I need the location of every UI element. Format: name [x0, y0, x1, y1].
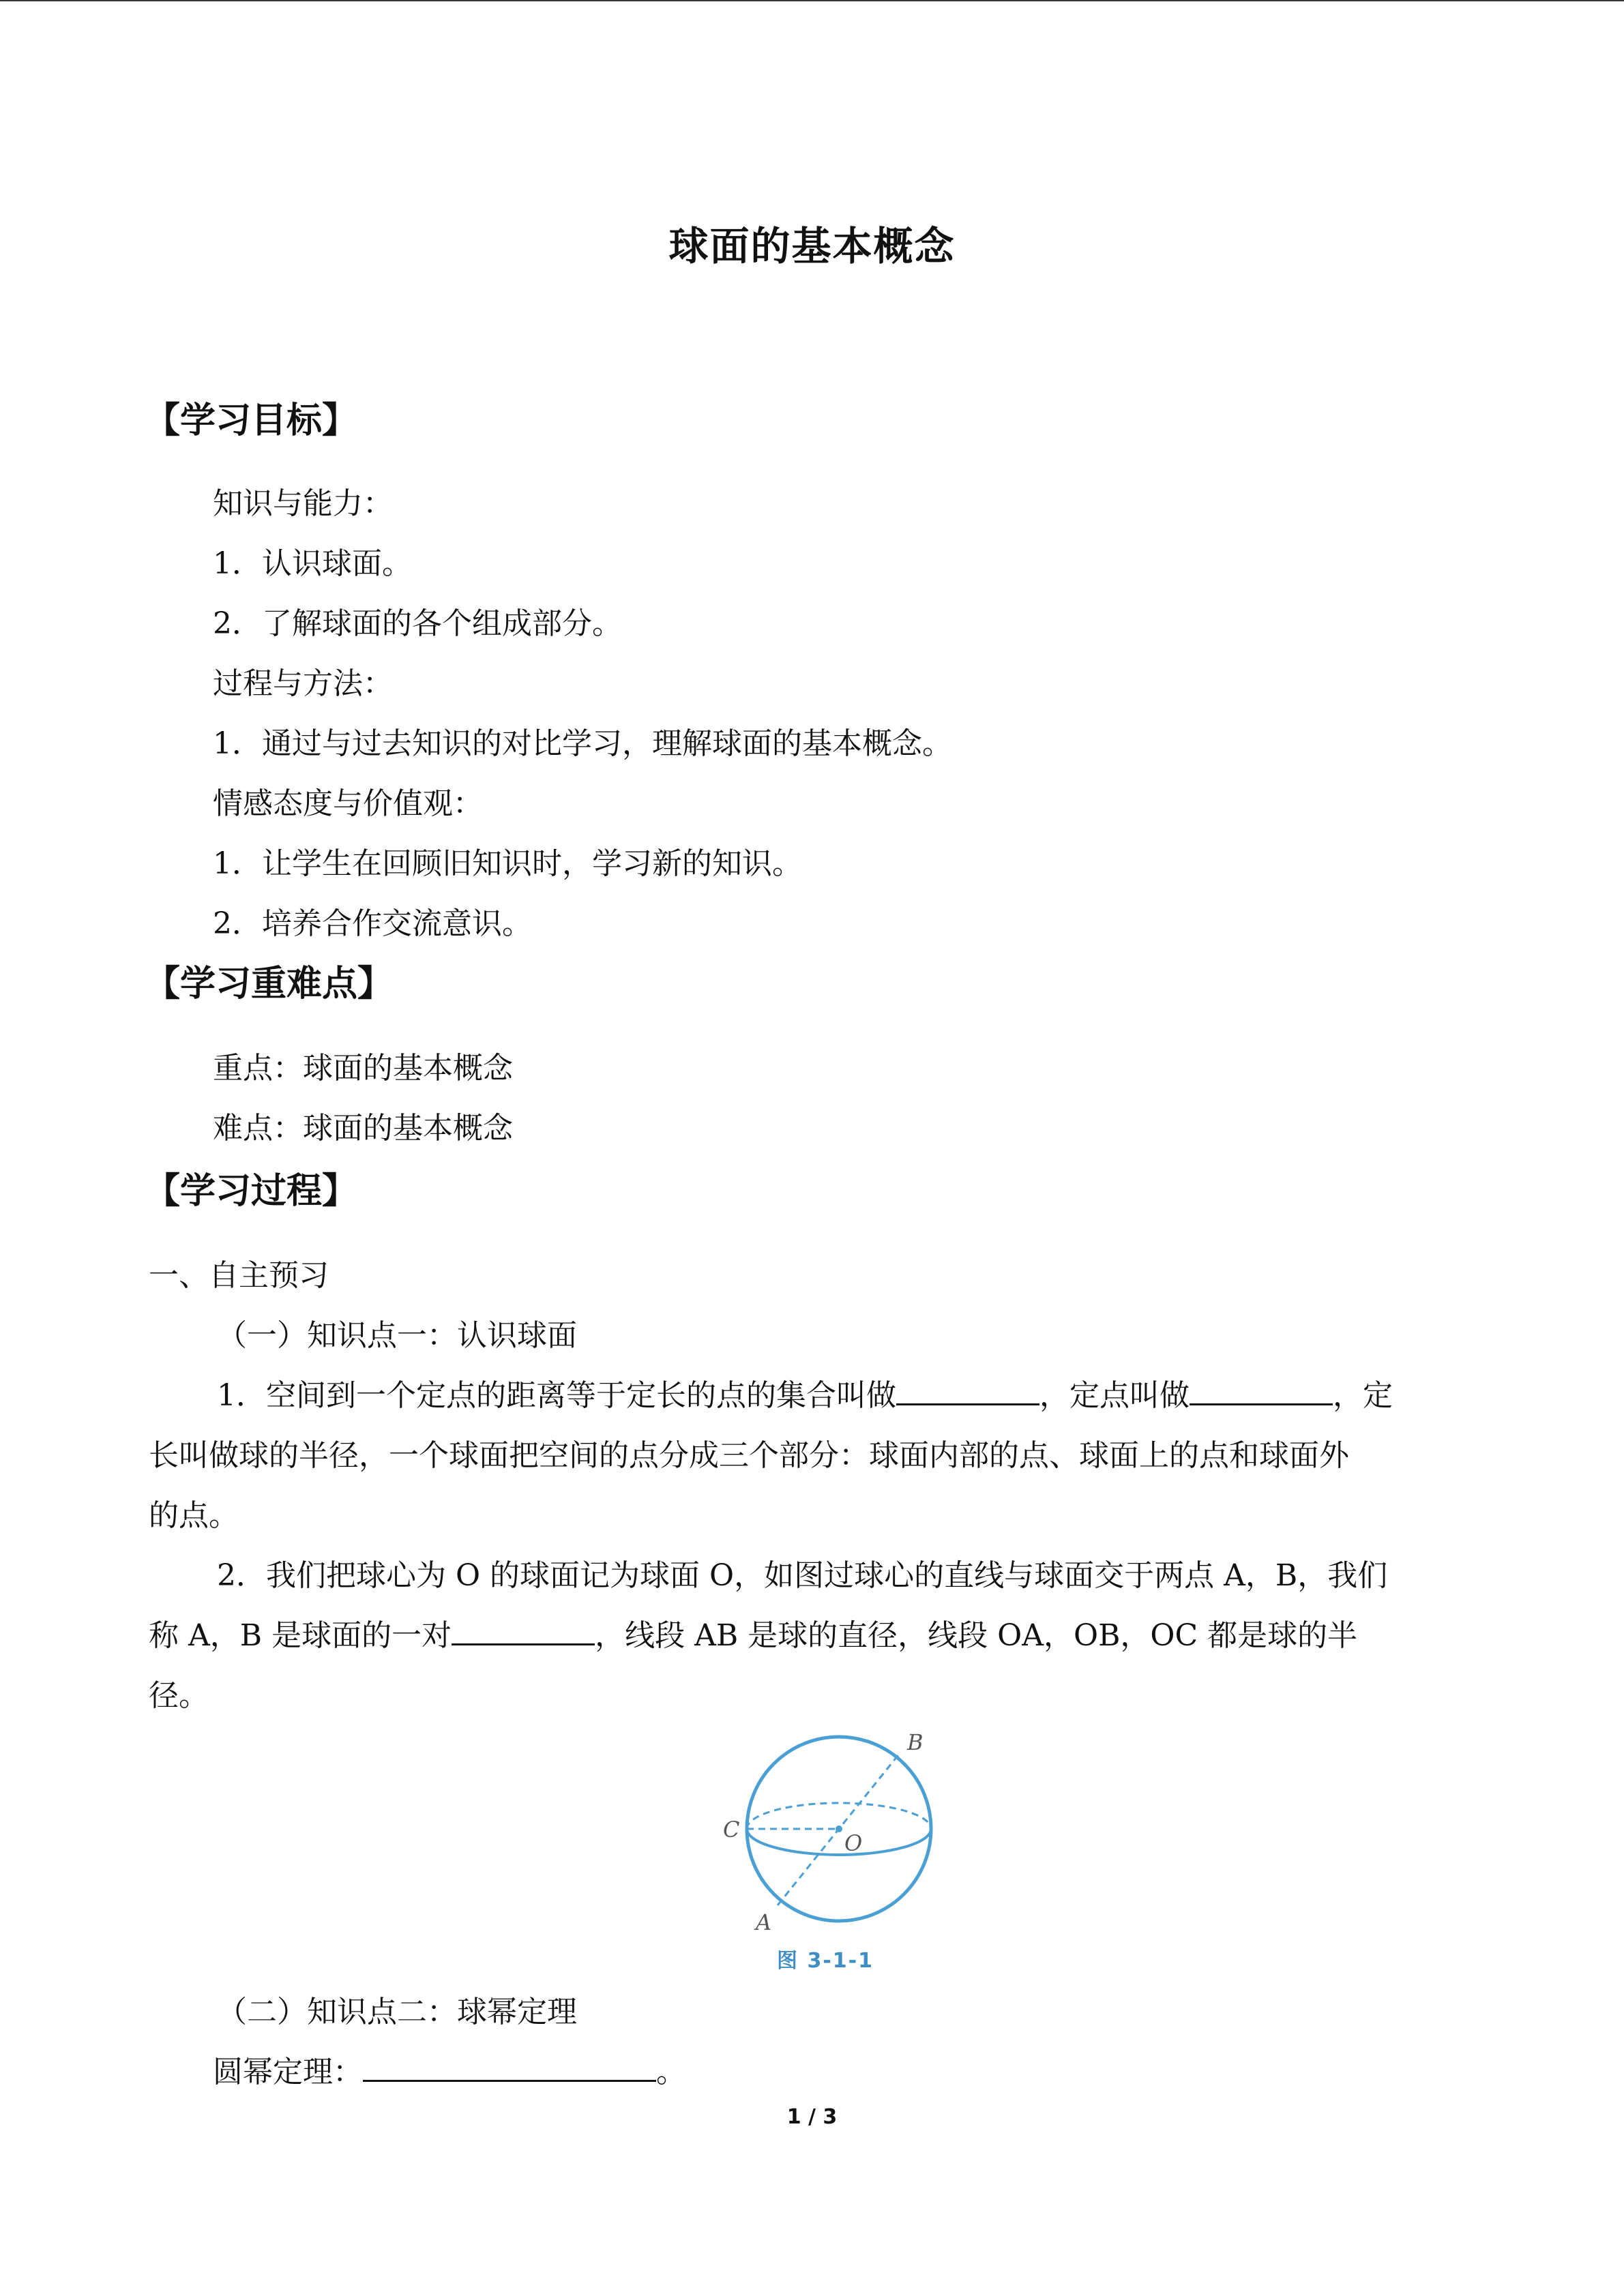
page-title: 球面的基本概念	[668, 223, 956, 269]
goals-heading: 【学习目标】	[145, 400, 358, 441]
item-2-line-1: 2．我们把球心为 O 的球面记为球面 O，如图过球心的直线与球面交于两点 A，B，我们	[217, 1558, 1388, 1593]
item-1-line-2: 长叫做球的半径，一个球面把空间的点分成三个部分：球面内部的点、球面上的点和球面外	[149, 1438, 1349, 1473]
process-heading: 【学习过程】	[145, 1171, 358, 1212]
item-2-text-b: ，线段 AB 是球的直径，线段 OA，OB，OC 都是球的半	[595, 1618, 1358, 1653]
sphere-diagram	[709, 1727, 941, 1938]
self-study-heading: 一、自主预习	[149, 1258, 329, 1293]
page-number: 1 / 3	[786, 2105, 838, 2129]
sphere-figure	[709, 1727, 969, 1973]
fill-blank-antipodal[interactable]	[452, 1616, 595, 1645]
item-2-line-2	[149, 1611, 1357, 1654]
equator-front	[747, 1829, 931, 1855]
item-1-line-1	[217, 1371, 1393, 1414]
circle-power-end: 。	[656, 2055, 686, 2089]
item-2-line-3: 径。	[149, 1678, 209, 1713]
goals-line: 1．认识球面。	[213, 546, 412, 581]
item-1-line-3: 的点。	[149, 1498, 239, 1533]
item-1-text-b: ，定点叫做	[1039, 1378, 1190, 1413]
label-b: B	[907, 1729, 924, 1755]
goals-line: 过程与方法：	[213, 666, 393, 701]
keypoints-heading: 【学习重难点】	[145, 964, 394, 1004]
goals-line: 2．培养合作交流意识。	[213, 906, 532, 941]
knowledge-point-2: （二）知识点二：球幂定理	[217, 1995, 577, 2029]
circle-power-label: 圆幂定理：	[213, 2055, 363, 2089]
label-a: A	[756, 1909, 772, 1935]
fill-blank-sphere[interactable]	[896, 1376, 1039, 1405]
label-c: C	[723, 1817, 740, 1843]
equator-back	[747, 1803, 931, 1829]
item-2-text-a: 称 A，B 是球面的一对	[149, 1618, 452, 1653]
fill-blank-circle-power[interactable]	[363, 2053, 656, 2082]
knowledge-point-1: （一）知识点一：认识球面	[217, 1318, 577, 1353]
item-1-text-c: ，定	[1333, 1378, 1393, 1413]
goals-line: 1．通过与过去知识的对比学习，理解球面的基本概念。	[213, 726, 952, 761]
label-o: O	[844, 1830, 863, 1856]
goals-line: 2．了解球面的各个组成部分。	[213, 606, 622, 641]
fill-blank-center[interactable]	[1190, 1376, 1333, 1405]
item-1-text-a: 1．空间到一个定点的距离等于定长的点的集合叫做	[217, 1378, 896, 1413]
key-point: 重点：球面的基本概念	[213, 1051, 513, 1086]
goals-line: 情感态度与价值观：	[213, 786, 483, 821]
goals-line: 知识与能力：	[213, 486, 393, 521]
goals-line: 1．让学生在回顾旧知识时，学习新的知识。	[213, 846, 802, 881]
circle-power-line	[213, 2047, 686, 2091]
difficult-point: 难点：球面的基本概念	[213, 1111, 513, 1146]
figure-caption: 图 3-1-1	[777, 1949, 874, 1973]
center-point	[836, 1825, 842, 1832]
